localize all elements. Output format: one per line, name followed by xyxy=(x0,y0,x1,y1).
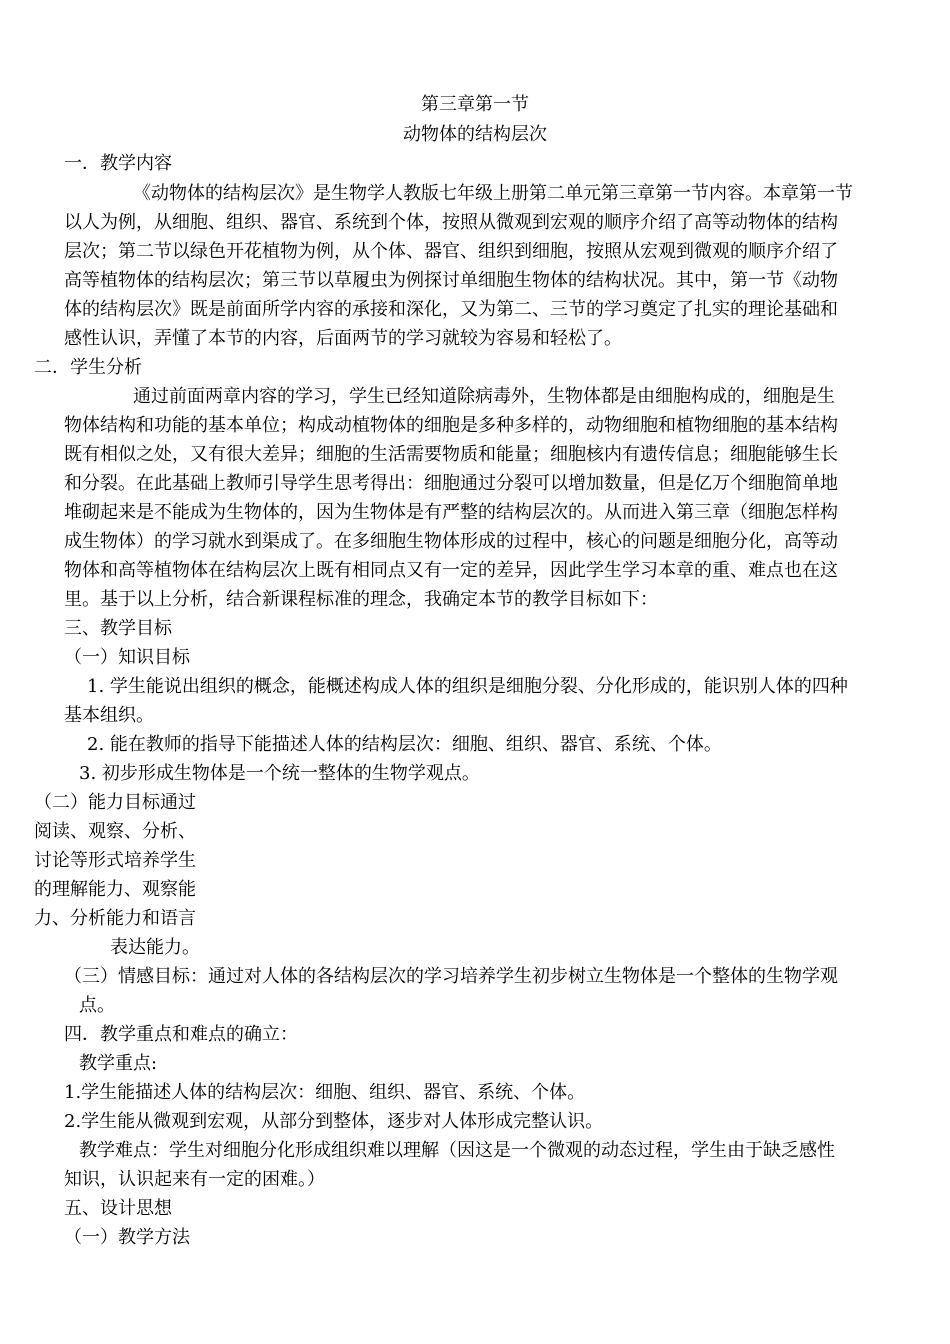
ability-goal-line: 表达能力。 xyxy=(110,937,200,958)
ability-goal-line: 讨论等形式培养学生 xyxy=(34,850,196,871)
section2-line: 堆砌起来是不能成为生物体的，因为生物体是有严整的结构层次的。从而进入第三章（细胞怎样构 xyxy=(64,502,838,523)
emotion-goal-line: （三）情感目标：通过对人体的各结构层次的学习培养学生初步树立生物体是一个整体的生物学观 xyxy=(64,966,838,987)
ability-goal-line: （二）能力目标通过 xyxy=(34,792,196,813)
ability-goal-line: 的理解能力、观察能 xyxy=(34,879,196,900)
section1-heading: 一．教学内容 xyxy=(64,153,172,174)
section2-line: 物体结构和功能的基本单位；构成动植物体的细胞是多种多样的，动物细胞和植物细胞的基本结构 xyxy=(64,415,838,436)
section2-line: 既有相似之处，又有很大差异；细胞的生活需要物质和能量；细胞核内有遗传信息；细胞能够生长 xyxy=(64,444,838,465)
difficulty-line: 教学难点：学生对细胞分化形成组织难以理解（因这是一个微观的动态过程，学生由于缺乏感性 xyxy=(79,1140,835,1161)
knowledge-goal-item: 1. 学生能说出组织的概念，能概述构成人体的组织是细胞分裂、分化形成的，能识别人体的四种 xyxy=(87,676,848,697)
section2-line: 成生物体）的学习就水到渠成了。在多细胞生物体形成的过程中，核心的问题是细胞分化，高等动 xyxy=(64,531,838,552)
section1-line: 高等植物体的结构层次；第三节以草履虫为例探讨单细胞生物体的结构状况。其中，第一节《动物 xyxy=(64,270,838,291)
key-point-item: 2.学生能从微观到宏观，从部分到整体，逐步对人体形成完整认识。 xyxy=(64,1111,604,1132)
section1-line: 体的结构层次》既是前面所学内容的承接和深化，又为第二、三节的学习奠定了扎实的理论基础和 xyxy=(64,299,838,320)
chapter-title: 第三章第一节 xyxy=(421,94,529,115)
section2-line: 物体和高等植物体在结构层次上既有相同点又有一定的差异，因此学生学习本章的重、难点也在这 xyxy=(64,560,838,581)
section4-heading: 四．教学重点和难点的确立： xyxy=(64,1024,298,1045)
section2-heading: 二．学生分析 xyxy=(34,357,142,378)
knowledge-goal-item: 2. 能在教师的指导下能描述人体的结构层次：细胞、组织、器官、系统、个体。 xyxy=(87,734,722,755)
section2-line: 和分裂。在此基础上教师引导学生思考得出：细胞通过分裂可以增加数量，但是亿万个细胞简单地 xyxy=(64,473,838,494)
emotion-goal-line: 点。 xyxy=(79,995,115,1016)
section5-heading: 五、设计思想 xyxy=(64,1198,172,1219)
section-title: 动物体的结构层次 xyxy=(403,124,547,145)
section1-line: 感性认识，弄懂了本节的内容，后面两节的学习就较为容易和轻松了。 xyxy=(64,328,622,349)
ability-goal-line: 阅读、观察、分析、 xyxy=(34,821,196,842)
knowledge-goal-item: 基本组织。 xyxy=(64,705,154,726)
section1-line: 层次；第二节以绿色开花植物为例，从个体、器官、组织到细胞，按照从宏观到微观的顺序介绍了 xyxy=(64,241,838,262)
teaching-method-heading: （一）教学方法 xyxy=(64,1227,190,1248)
knowledge-goal-heading: （一）知识目标 xyxy=(64,647,190,668)
ability-goal-line: 力、分析能力和语言 xyxy=(34,908,196,929)
section1-line: 以人为例，从细胞、组织、器官、系统到个体，按照从微观到宏观的顺序介绍了高等动物体的结构 xyxy=(64,212,838,233)
key-point-item: 1.学生能描述人体的结构层次：细胞、组织、器官、系统、个体。 xyxy=(64,1082,586,1103)
key-points-heading: 教学重点: xyxy=(79,1053,158,1074)
section1-line: 《动物体的结构层次》是生物学人教版七年级上册第二单元第三章第一节内容。本章第一节 xyxy=(133,183,853,204)
section2-line: 通过前面两章内容的学习，学生已经知道除病毒外，生物体都是由细胞构成的，细胞是生 xyxy=(133,386,835,407)
section3-heading: 三、教学目标 xyxy=(64,618,172,639)
knowledge-goal-item: 3. 初步形成生物体是一个统一整体的生物学观点。 xyxy=(79,763,480,784)
difficulty-line: 知识，认识起来有一定的困难。） xyxy=(64,1169,325,1190)
section2-line: 里。基于以上分析，结合新课程标准的理念，我确定本节的教学目标如下： xyxy=(64,589,658,610)
